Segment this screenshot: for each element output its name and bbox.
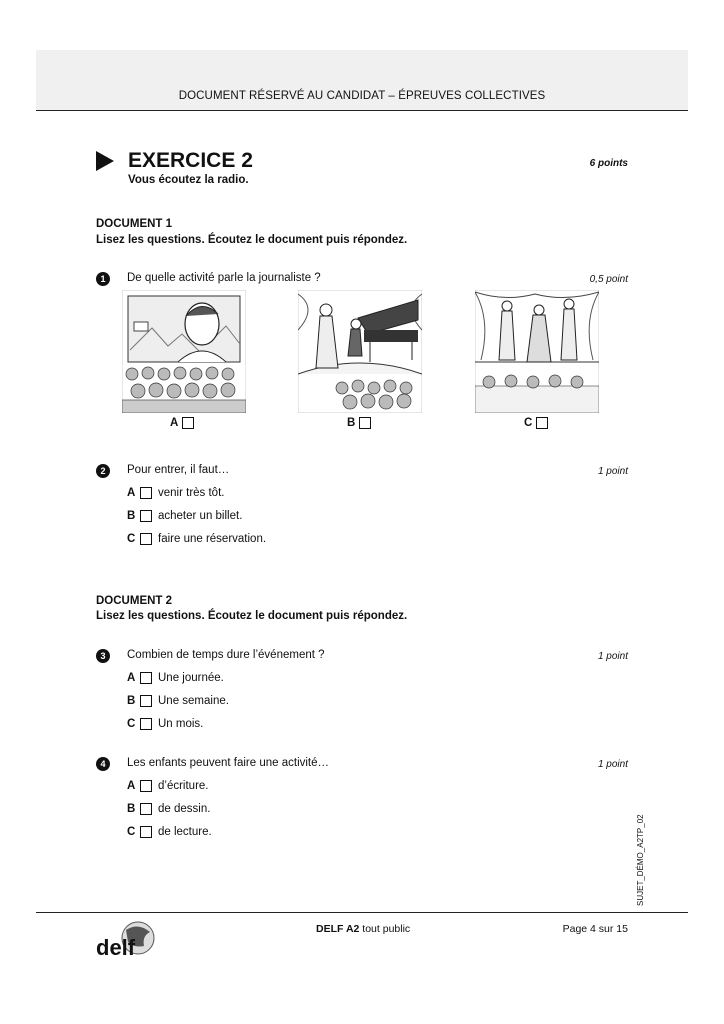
question-text: Pour entrer, il faut… (127, 464, 230, 476)
checkbox[interactable] (140, 510, 152, 522)
answer-option[interactable] (127, 718, 203, 730)
question-number: 3 (96, 649, 110, 663)
checkbox[interactable] (140, 695, 152, 707)
option-text: Un mois. (158, 718, 204, 730)
checkbox[interactable] (140, 803, 152, 815)
footer-divider (36, 912, 688, 913)
checkbox[interactable] (140, 672, 152, 684)
option-letter: B (347, 417, 356, 429)
page-number: Page 4 sur 15 (562, 923, 628, 935)
question-number: 4 (96, 757, 110, 771)
checkbox[interactable] (140, 826, 152, 838)
theater-illustration (475, 290, 599, 413)
image-option-b[interactable] (347, 417, 377, 429)
option-text: acheter un billet. (158, 510, 243, 522)
answer-option[interactable] (127, 533, 266, 545)
answer-option[interactable] (127, 510, 242, 522)
answer-option[interactable] (127, 803, 210, 815)
option-letter: B (127, 803, 136, 815)
question-number: 2 (96, 464, 110, 478)
answer-option[interactable] (127, 695, 229, 707)
document-code: SUJET_DÉMO_A2TP_02 (636, 814, 645, 906)
exam-audience: tout public (362, 923, 411, 935)
option-text: Une semaine. (158, 695, 229, 707)
checkbox[interactable] (140, 718, 152, 730)
cinema-illustration (122, 290, 246, 413)
play-arrow-icon (96, 151, 114, 171)
header-text: DOCUMENT RÉSERVÉ AU CANDIDAT – ÉPREUVES COLLECTIVES (178, 90, 546, 102)
logo-text: delf (96, 935, 136, 960)
option-letter: A (170, 417, 179, 429)
question-points: 1 point (597, 466, 628, 477)
question-text: Les enfants peuvent faire une activité… (127, 757, 330, 769)
option-letter: A (127, 487, 136, 499)
checkbox[interactable] (140, 533, 152, 545)
question-points: 0,5 point (589, 274, 628, 285)
document-2-instruction: Lisez les questions. Écoutez le document puis répondez. (96, 610, 408, 622)
option-letter: C (524, 417, 533, 429)
exercise-subtitle: Vous écoutez la radio. (128, 174, 249, 186)
image-option-a[interactable] (170, 417, 200, 429)
option-letter: A (127, 780, 136, 792)
option-text: de lecture. (158, 826, 212, 838)
question-points: 1 point (597, 759, 628, 770)
checkbox[interactable] (140, 780, 152, 792)
image-option-c[interactable] (524, 417, 554, 429)
option-text: d’écriture. (158, 780, 209, 792)
option-letter: B (127, 695, 136, 707)
document-1-title: DOCUMENT 1 (96, 218, 173, 230)
exercise-points: 6 points (589, 158, 628, 169)
option-letter: C (127, 533, 136, 545)
delf-logo (94, 918, 156, 960)
question-points: 1 point (597, 651, 628, 662)
checkbox[interactable] (182, 417, 194, 429)
option-text: faire une réservation. (158, 533, 267, 545)
checkbox[interactable] (140, 487, 152, 499)
concert-illustration (298, 290, 422, 413)
answer-option[interactable] (127, 826, 212, 838)
answer-option[interactable] (127, 672, 224, 684)
footer-exam (316, 923, 410, 935)
option-text: Une journée. (158, 672, 224, 684)
option-letter: C (127, 826, 136, 838)
option-letter: C (127, 718, 136, 730)
document-2-title: DOCUMENT 2 (96, 595, 173, 607)
answer-option[interactable] (127, 487, 224, 499)
checkbox[interactable] (359, 417, 371, 429)
checkbox[interactable] (536, 417, 548, 429)
document-1-instruction: Lisez les questions. Écoutez le document puis répondez. (96, 234, 408, 246)
option-text: de dessin. (158, 803, 211, 815)
question-text: Combien de temps dure l’événement ? (127, 649, 325, 661)
option-letter: A (127, 672, 136, 684)
answer-option[interactable] (127, 780, 209, 792)
exam-name: DELF A2 (316, 923, 360, 935)
page-header (36, 50, 688, 111)
option-text: venir très tôt. (158, 487, 225, 499)
question-text: De quelle activité parle la journaliste ? (127, 272, 321, 284)
exercise-title: EXERCICE 2 (128, 149, 253, 172)
option-letter: B (127, 510, 136, 522)
question-number: 1 (96, 272, 110, 286)
